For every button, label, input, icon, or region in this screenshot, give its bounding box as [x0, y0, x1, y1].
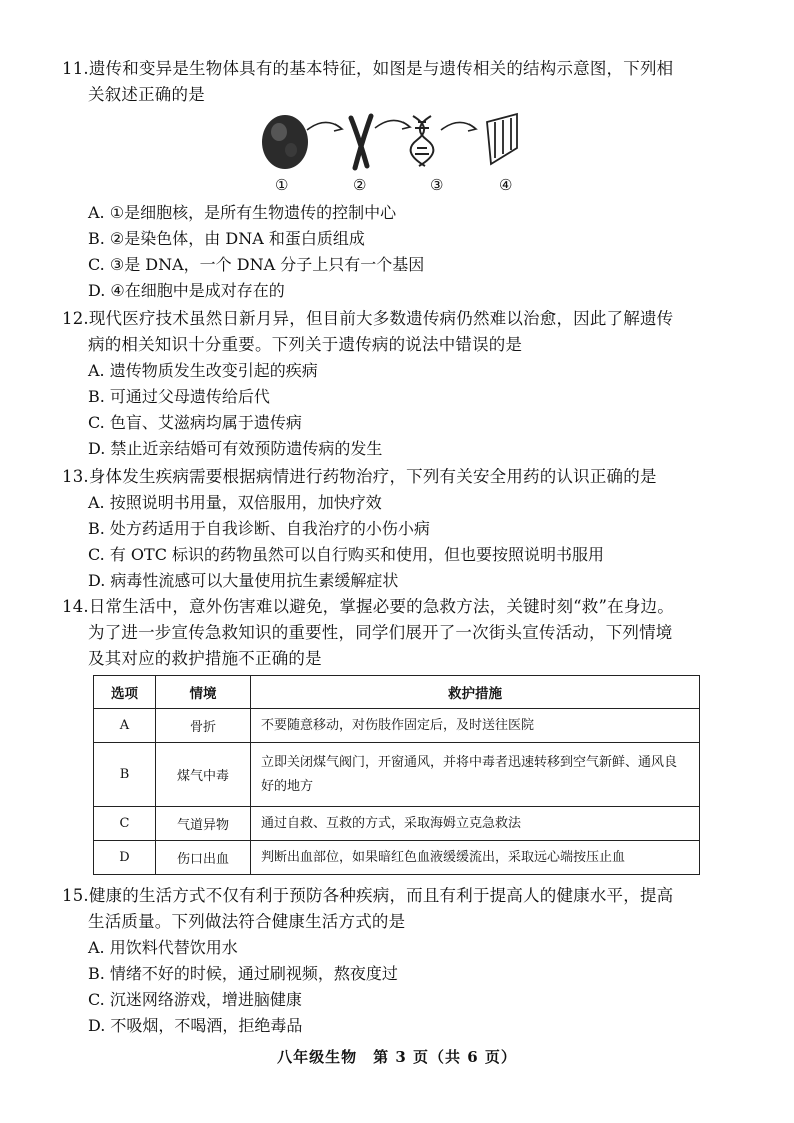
arrow-icon [307, 122, 342, 131]
option-a: A. 用饮料代替饮用水 [88, 938, 238, 957]
question-number: 11. [62, 59, 89, 78]
situation-cell: 伤口出血 [156, 841, 251, 875]
question-number: 14. [62, 597, 89, 616]
option-d: D. ④在细胞中是成对存在的 [88, 281, 285, 300]
dna-helix-icon [411, 116, 434, 166]
arrow-icon [441, 122, 476, 131]
measure-cell: 判断出血部位，如果暗红色血液缓缓流出，采取远心端按压止血 [251, 841, 700, 875]
figure-label-1: ① [275, 176, 289, 194]
situation-cell: 骨折 [156, 709, 251, 743]
table-header-row [94, 676, 700, 709]
option-cell: A [94, 709, 156, 743]
cell-nucleus-icon [262, 115, 308, 169]
question-number: 15. [62, 886, 89, 905]
option-d: D. 不吸烟，不喝酒，拒绝毒品 [88, 1016, 303, 1035]
table-row [94, 807, 700, 841]
question-15 [62, 883, 742, 1039]
structure-diagram [255, 108, 545, 178]
option-cell: C [94, 807, 156, 841]
question-stem: 15.健康的生活方式不仅有利于预防各种疾病，而且有利于提高人的健康水平，提高 [62, 883, 742, 909]
arrow-icon [375, 120, 410, 129]
table-row [94, 743, 700, 807]
measure-cell: 通过自救、互救的方式，采取海姆立克急救法 [251, 807, 700, 841]
question-11-options [62, 200, 742, 304]
figure-label-3: ③ [430, 176, 444, 194]
question-stem-continued: 生活质量。下列做法符合健康生活方式的是 [88, 912, 406, 931]
option-b: B. 可通过父母遗传给后代 [88, 387, 270, 406]
option-c: C. ③是 DNA，一个 DNA 分子上只有一个基因 [88, 255, 425, 274]
question-stem-continued: 及其对应的救护措施不正确的是 [88, 649, 322, 668]
option-cell: B [94, 743, 156, 807]
question-14 [62, 594, 742, 672]
situation-cell: 煤气中毒 [156, 743, 251, 807]
question-number: 12. [62, 309, 89, 328]
option-cell: D [94, 841, 156, 875]
option-c: C. 色盲、艾滋病均属于遗传病 [88, 413, 302, 432]
question-stem: 12.现代医疗技术虽然日新月异，但目前大多数遗传病仍然难以治愈，因此了解遗传 [62, 306, 742, 332]
heredity-structure-figure [255, 108, 545, 200]
option-a: A. 按照说明书用量，双倍服用，加快疗效 [88, 493, 382, 512]
question-12 [62, 306, 742, 462]
table-row [94, 841, 700, 875]
page-footer: 八年级生物 第 3 页（共 6 页） [277, 1048, 517, 1066]
option-d: D. 病毒性流感可以大量使用抗生素缓解症状 [88, 571, 399, 590]
question-number: 13. [62, 467, 89, 486]
question-stem-continued: 为了进一步宣传急救知识的重要性，同学们展开了一次街头宣传活动，下列情境 [88, 623, 673, 642]
option-b: B. ②是染色体，由 DNA 和蛋白质组成 [88, 229, 365, 248]
option-d: D. 禁止近亲结婚可有效预防遗传病的发生 [88, 439, 383, 458]
question-stem-continued: 病的相关知识十分重要。下列关于遗传病的说法中错误的是 [88, 335, 523, 354]
column-header-measure: 救护措施 [251, 676, 700, 709]
chromosome-icon [351, 116, 371, 168]
question-13 [62, 464, 742, 594]
measure-cell: 立即关闭煤气阀门，开窗通风，并将中毒者迅速转移到空气新鲜、通风良好的地方 [251, 743, 700, 807]
figure-label-2: ② [353, 176, 367, 194]
question-stem: 11.遗传和变异是生物体具有的基本特征，如图是与遗传相关的结构示意图，下列相 [62, 56, 742, 82]
measure-cell: 不要随意移动，对伤肢作固定后，及时送往医院 [251, 709, 700, 743]
question-11 [62, 56, 742, 108]
question-stem: 13.身体发生疾病需要根据病情进行药物治疗，下列有关安全用药的认识正确的是 [62, 464, 742, 490]
option-b: B. 处方药适用于自我诊断、自我治疗的小伤小病 [88, 519, 430, 538]
question-stem: 14.日常生活中，意外伤害难以避免，掌握必要的急救方法，关键时刻“救”在身边。 [62, 594, 742, 620]
option-c: C. 有 OTC 标识的药物虽然可以自行购买和使用，但也要按照说明书服用 [88, 545, 605, 564]
gene-icon [487, 114, 517, 164]
option-a: A. 遗传物质发生改变引起的疾病 [88, 361, 318, 380]
option-c: C. 沉迷网络游戏，增进脑健康 [88, 990, 302, 1009]
column-header-option: 选项 [94, 676, 156, 709]
column-header-situation: 情境 [156, 676, 251, 709]
first-aid-table [93, 675, 700, 875]
situation-cell: 气道异物 [156, 807, 251, 841]
option-b: B. 情绪不好的时候，通过刷视频，熬夜度过 [88, 964, 398, 983]
question-stem-continued: 关叙述正确的是 [88, 85, 205, 104]
table-row [94, 709, 700, 743]
figure-label-4: ④ [499, 176, 513, 194]
option-a: A. ①是细胞核，是所有生物遗传的控制中心 [88, 203, 397, 222]
